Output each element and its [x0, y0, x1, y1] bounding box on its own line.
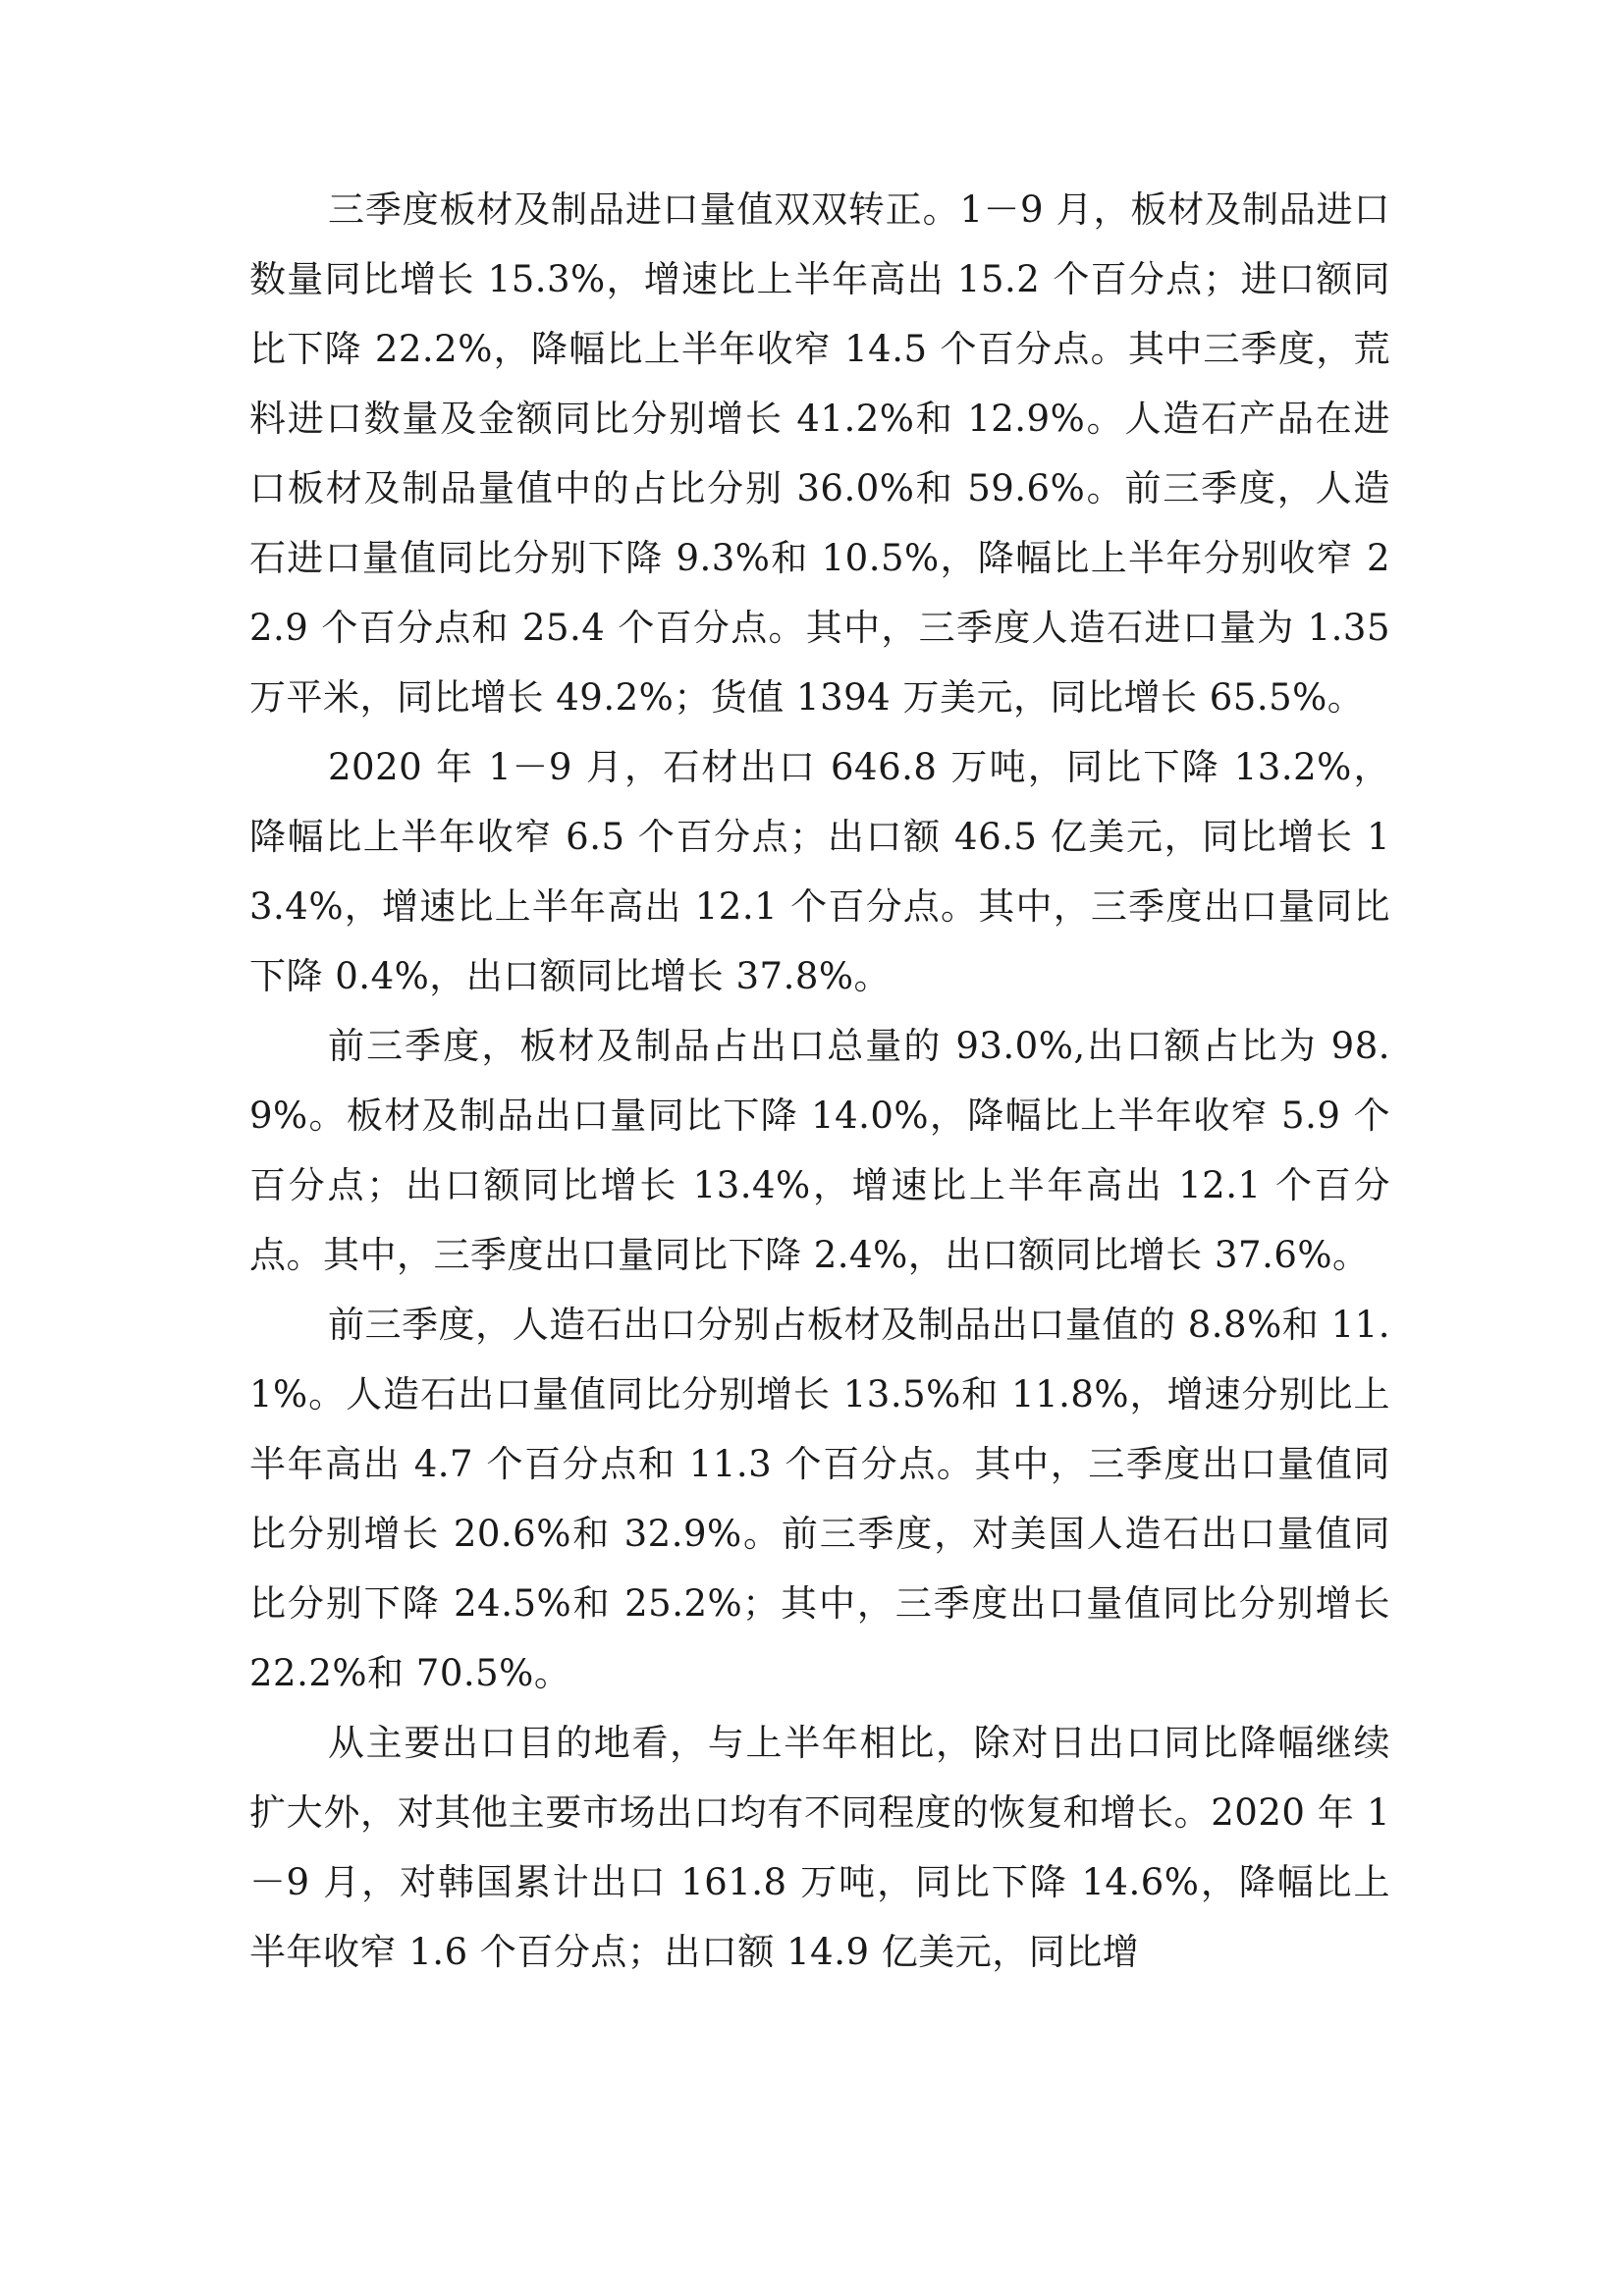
paragraph-export-destinations: 从主要出口目的地看，与上半年相比，除对日出口同比降幅继续扩大外，对其他主要市场出口均有不同程度的恢复和增长。2020 年 1－9 月，对韩国累计出口 161.8 万吨，同比下降 14.6%，降幅比上半年收窄 1.6 个百分点；出口额 14.9 亿美元，同比增 [249, 1722, 1390, 1973]
paragraph-export-artificial-stone: 前三季度，人造石出口分别占板材及制品出口量值的 8.8%和 11.1%。人造石出口量值同比分别增长 13.5%和 11.8%，增速分别比上半年高出 4.7 个百分点和 11.3 个百分点。其中，三季度出口量值同比分别增长 20.6%和 32.9%。前三季度，对美国人造石出口量值同比分别下降 24.5%和 25.2%；其中，三季度出口量值同比分别增长 22.2%和 70.5%。 [249, 1304, 1390, 1694]
document-body [249, 175, 1390, 1987]
paragraph-export-slabs: 前三季度，板材及制品占出口总量的 93.0%,出口额占比为 98.9%。板材及制品出口量同比下降 14.0%，降幅比上半年收窄 5.9 个百分点；出口额同比增长 13.4%，增速比上半年高出 12.1 个百分点。其中，三季度出口量同比下降 2.4%，出口额同比增长 37.6%。 [249, 1025, 1390, 1276]
paragraph-import-q3: 三季度板材及制品进口量值双双转正。1－9 月，板材及制品进口数量同比增长 15.3%，增速比上半年高出 15.2 个百分点；进口额同比下降 22.2%，降幅比上半年收窄 14.5 个百分点。其中三季度，荒料进口数量及金额同比分别增长 41.2%和 12.9%。人造石产品在进口板材及制品量值中的占比分别 36.0%和 59.6%。前三季度，人造石进口量值同比分别下降 9.3%和 10.5%，降幅比上半年分别收窄 22.9 个百分点和 25.4 个百分点。其中，三季度人造石进口量为 1.35 万平米，同比增长 49.2%；货值 1394 万美元，同比增长 65.5%。 [249, 188, 1390, 719]
paragraph-export-total: 2020 年 1－9 月，石材出口 646.8 万吨，同比下降 13.2%，降幅比上半年收窄 6.5 个百分点；出口额 46.5 亿美元，同比增长 13.4%，增速比上半年高出 12.1 个百分点。其中，三季度出口量同比下降 0.4%，出口额同比增长 37.8%。 [249, 746, 1390, 997]
